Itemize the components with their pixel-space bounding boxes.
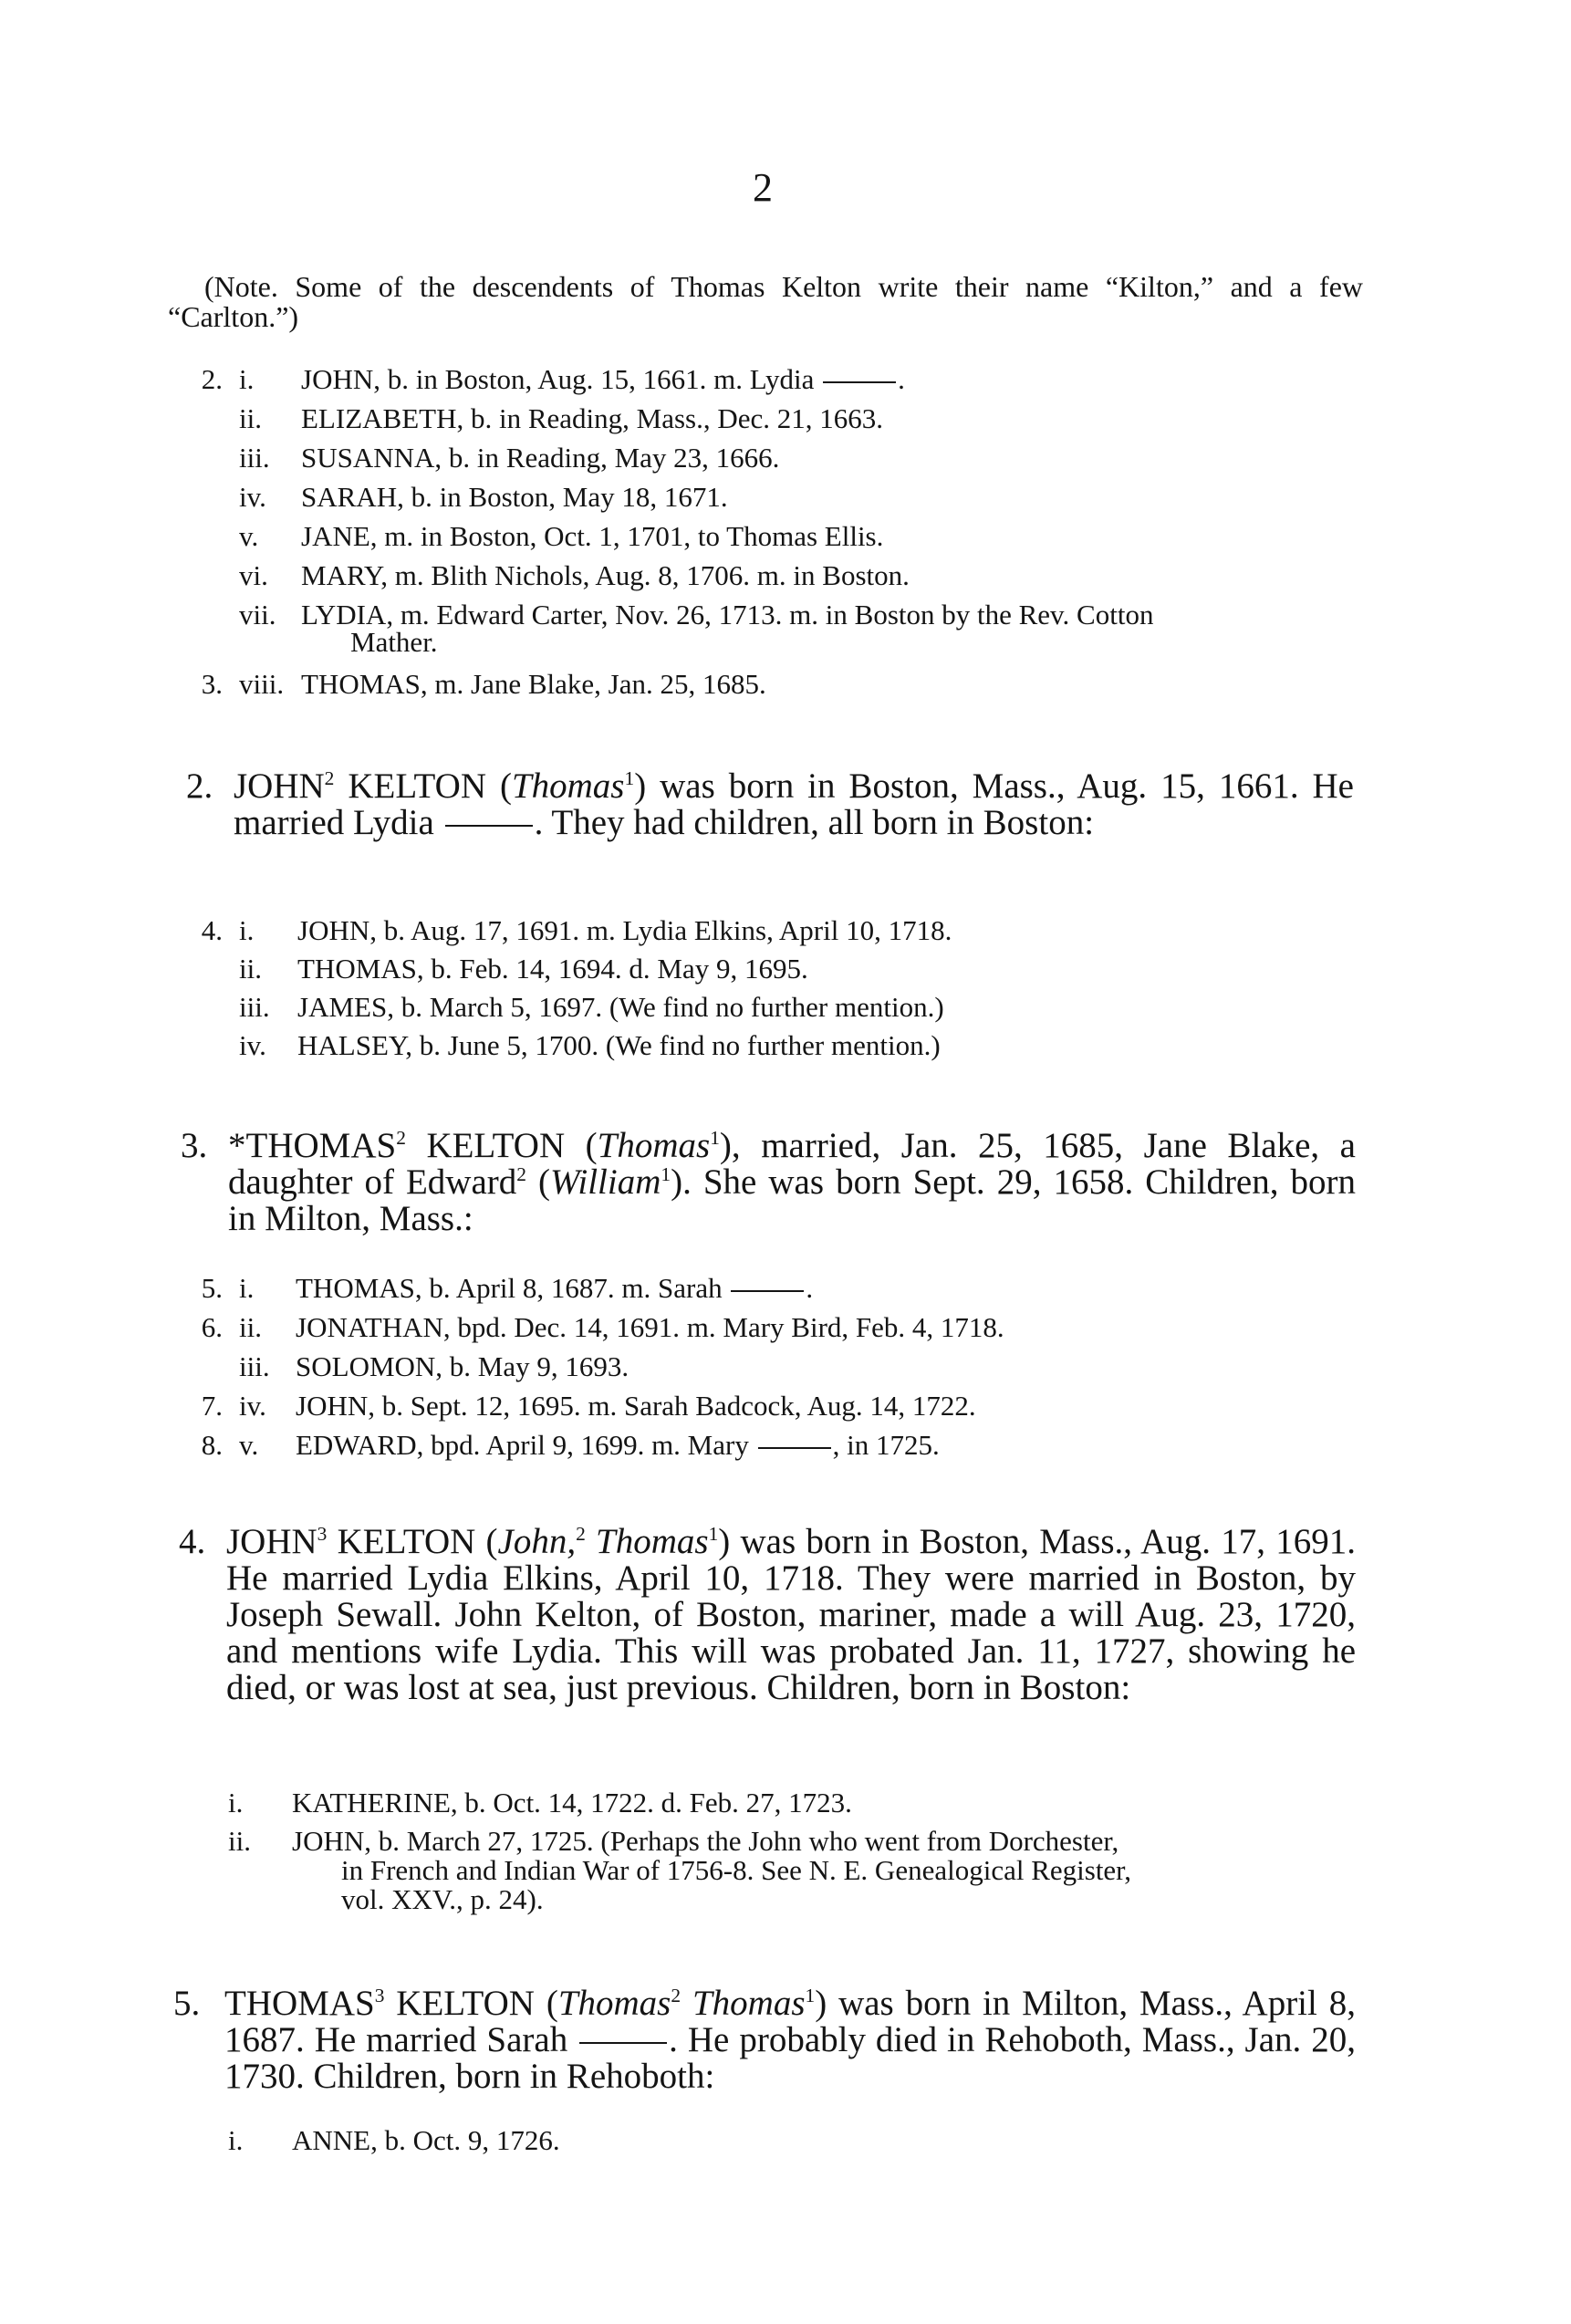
entry-paragraph-john-2: 2. JOHN$^2$ KELTON (Thomas$^1$) was born in Boston, Mass., Aug. 15, 1661. He married Lydia . They had children, all born in Boston: <box>186 766 1354 842</box>
entry-paragraph-thomas-2: 3. *THOMAS$^2$ KELTON (Thomas$^1$), married, Jan. 25, 1685, Jane Blake, a daughter of Edward$^2$ (William$^1$). She was born Sept. 29, 1658. Children, born in Milton, Mass.: <box>181 1126 1357 1238</box>
entry-paragraph-thomas-3: 5. THOMAS$^3$ KELTON (Thomas$^2$ Thomas$^1$) was born in Milton, Mass., April 8, 1687. He married Sarah . He probably died in Rehoboth, Mass., Jan. 20, 1730. Children, born in Rehoboth: <box>173 1984 1356 2096</box>
note-paragraph: (Note. Some of the descendents of Thomas Kelton write their name “Kilton,” and a few “Carlton.”) <box>168 270 1363 333</box>
page-number: 2 <box>753 165 773 210</box>
document-page: 2 (Note. Some of the descendents of Thomas Kelton write their name “Kilton,” and a few “Carlton.”) 2. i. JOHN, b. in Boston, Aug. 15, 1661. m. Lydia . ii. ELIZABETH, b. in Reading, Mass., Dec. 21, 1663. iii. SUSANNA, b. in Reading, May 23, 1666. iv. SARAH, b. in Boston, May 18, 1671. v. JANE, m. in Boston, Oct. 1, 1701, to Thomas Ellis. vi. MARY, m. Blith Nichols, Aug. 8, 1706. m. in Boston. vii. LYDIA, m. Edward Carter, Nov. 26, 1713. m. in Boston by the Rev. Cotton Mather. 3. viii. THOMAS, m. Jane Blake, Jan. 25, 1685. 2. JOHN$^2$ KELTON (Thomas$^1$) was born in Boston, Mass., Aug. 15, 1661. He married Lydia . They had children, all born in Boston: 4. i. JOHN, b. Aug. 17, 1691. m. Lydia Elkins, April 10, 1718. ii. THOMAS, b. Feb. 14, 1694. d. May 9, 1695. iii. JAMES, b. March 5, 1697. (We find no further mention.) iv. HALSEY, b. June 5, 1700. (We find no further mention.) 3. *THOMAS$^2$ KELTON (Thomas$^1$), married, Jan. 25, 1685, Jane Blake, a daughter of Edward$^2$ (William$^1$). She was born Sept. 29, 1658. Children, born in Milton, Mass.: 5. i. THOMAS, b. April 8, 1687. m. Sarah . 6. ii. JONATHAN, bpd. Dec. 14, 1691. m. Mary Bird, Feb. 4, 1718. iii. SOLOMON, b. May 9, 1693. 7. iv. JOHN, b. Sept. 12, 1695. m. Sarah Badcock, Aug. 14, 1722. 8. v. EDWARD, bpd. April 9, 1699. m. Mary , in 1725. 4. JOHN$^3$ KELTON (John,$^2$ Thomas$^1$) was born in Boston, Mass., Aug. 17, 1691. He married Lydia Elkins, April 10, 1718. They were married in Boston, by Joseph Sewall. John Kelton, of Boston, mariner, made a will Aug. 23, 1720, and mentions wife Lydia. This will was probated Jan. 11, 1727, showing he died, or was lost at sea, just previous. Children, born in Boston: i. KATHERINE, b. Oct. 14, 1722. d. Feb. 27, 1723. ii. JOHN, b. March 27, 1725. (Perhaps the John who went from Dorchester, in French and Indian War of 1756-8. See N. E. Genealogical Register, vol. XXV., p. 24). 5. THOMAS$^3$ KELTON (Thomas$^2$ Thomas$^1$) was born in Milton, Mass., April 8, 1687. He married Sarah . He probably died in Rehoboth, Mass., Jan. 20, 1730. Children, born in Rehoboth: i. ANNE, b. Oct. 9, 1726. <box>0 0 1571 2324</box>
entry-paragraph-john-3: 4. JOHN$^3$ KELTON (John,$^2$ Thomas$^1$) was born in Boston, Mass., Aug. 17, 1691. He married Lydia Elkins, April 10, 1718. They were married in Boston, by Joseph Sewall. John Kelton, of Boston, mariner, made a will Aug. 23, 1720, and mentions wife Lydia. This will was probated Jan. 11, 1727, showing he died, or was lost at sea, just previous. Children, born in Boston: <box>179 1522 1356 1707</box>
